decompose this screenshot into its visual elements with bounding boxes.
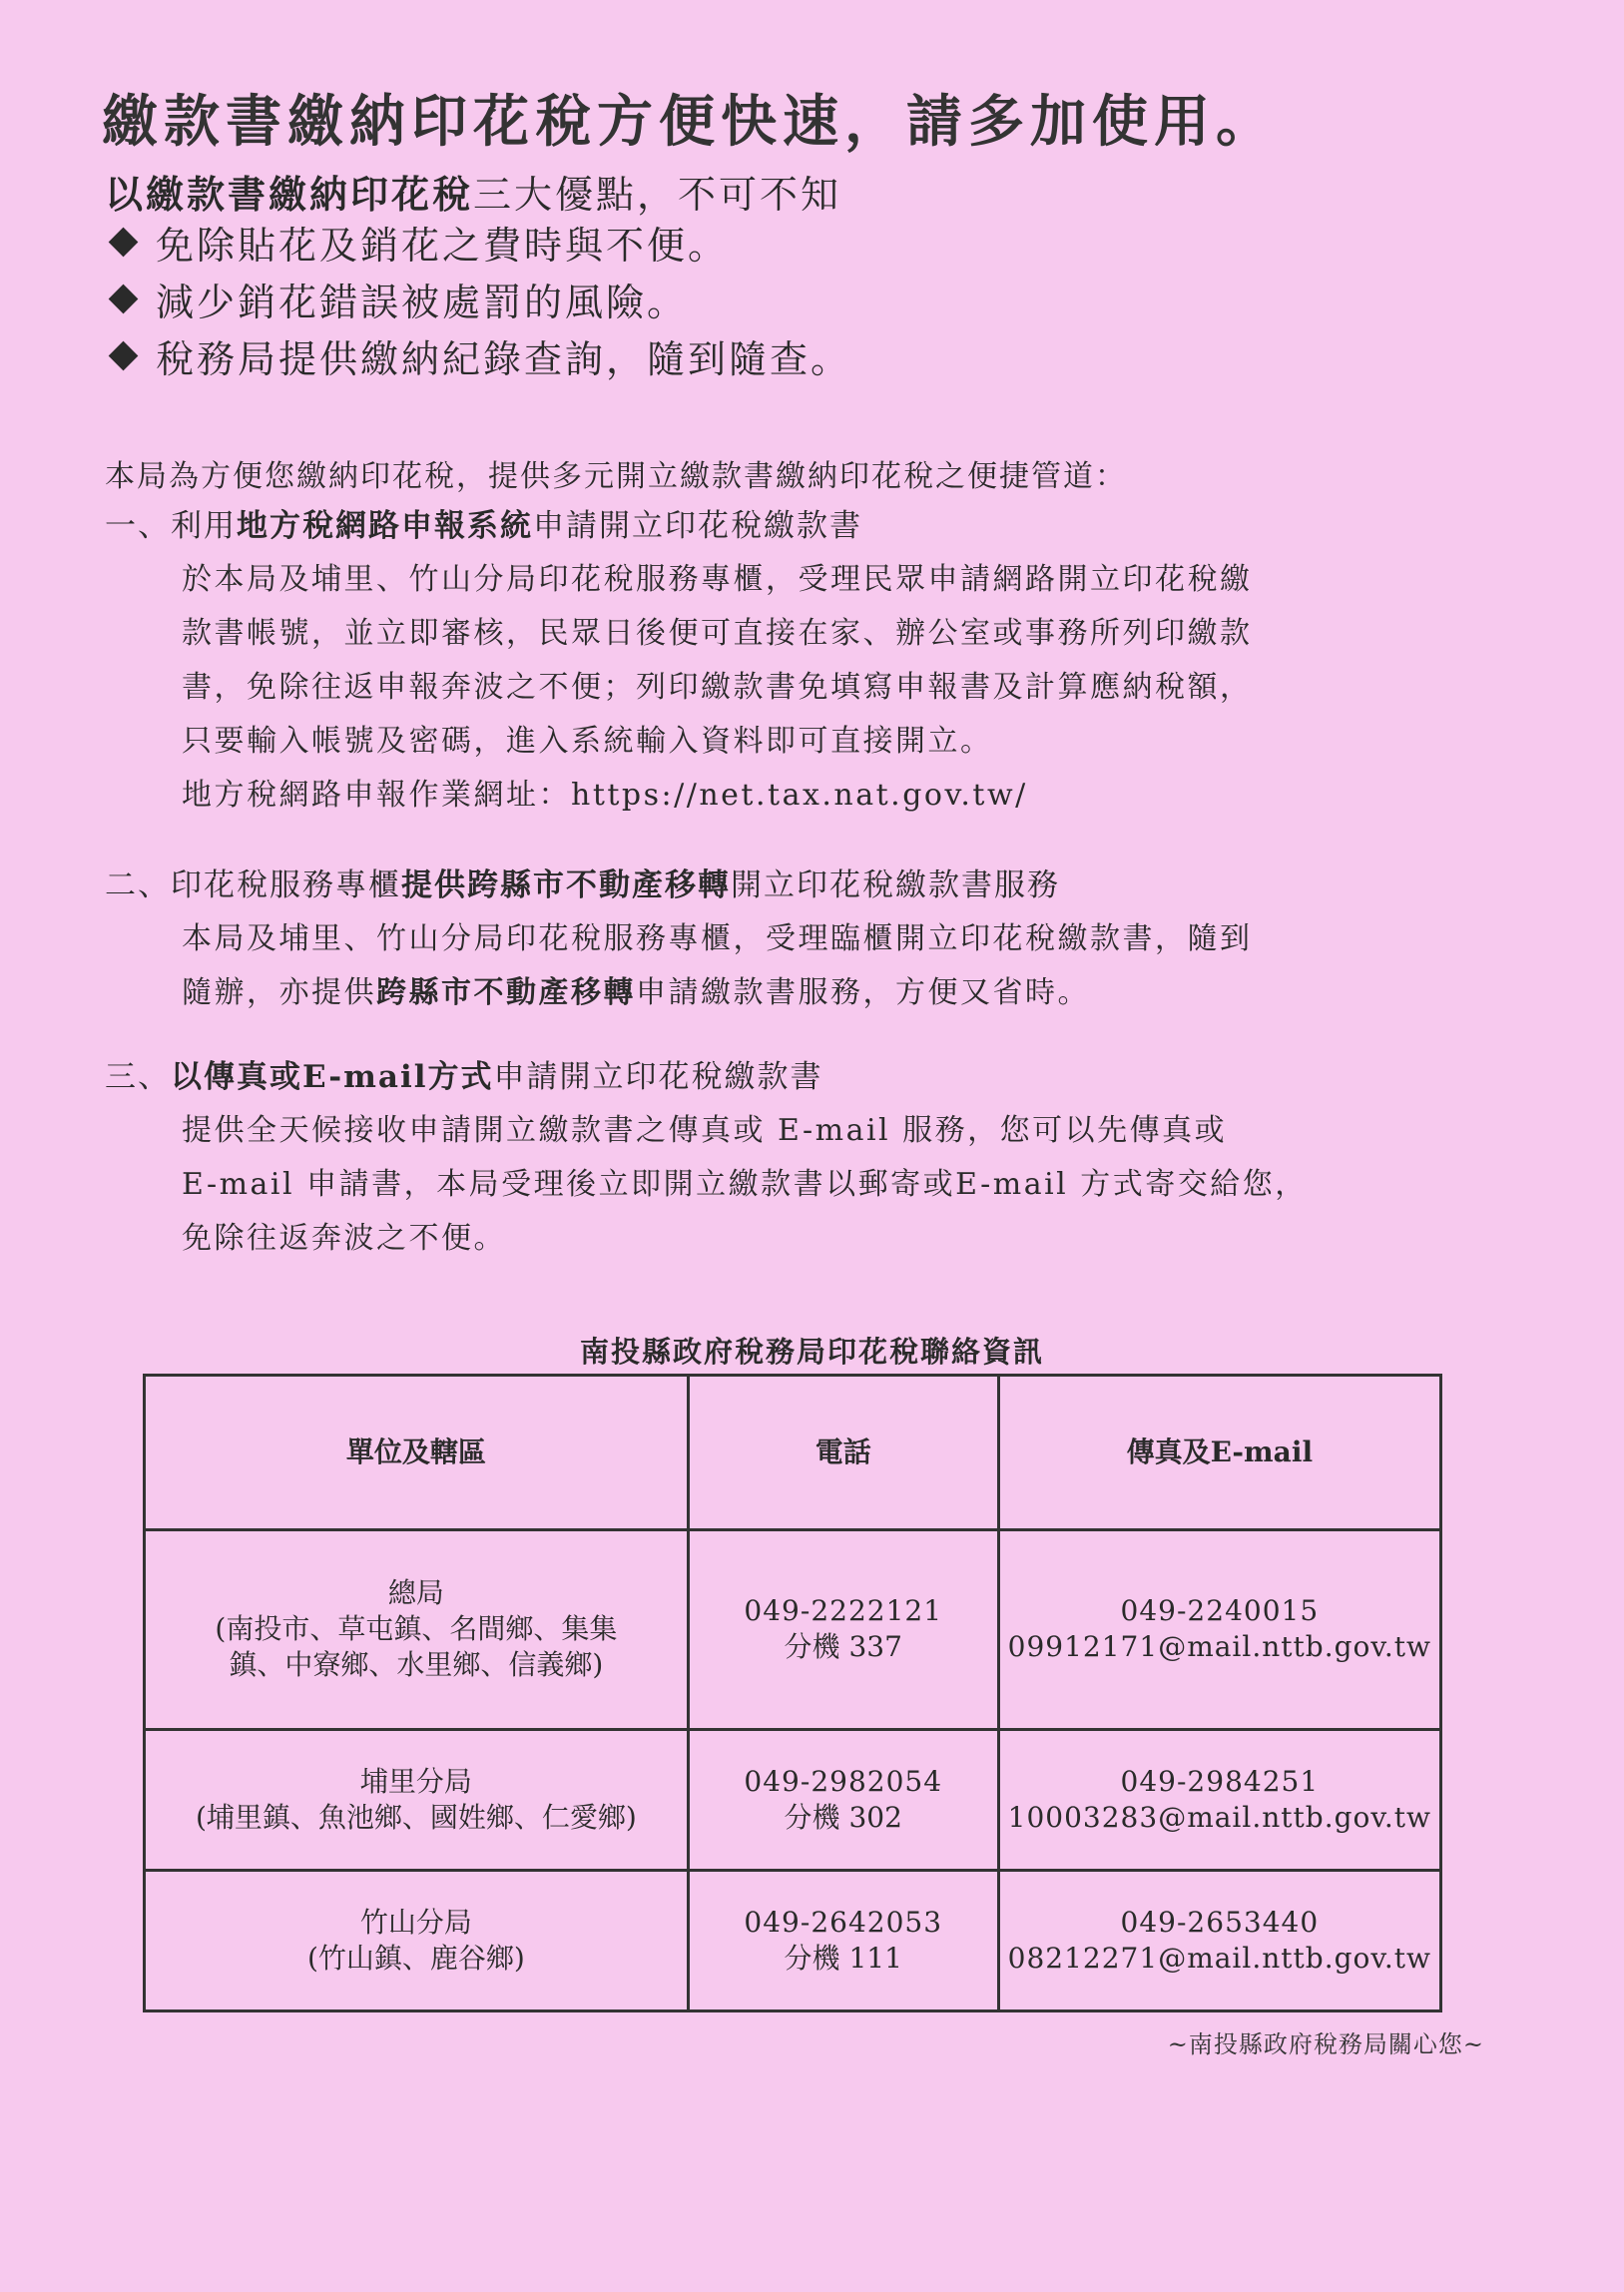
header-fax-email: 傳真及E-mail [998, 1376, 1440, 1530]
email-address: 08212271@mail.nttb.gov.tw [1007, 1941, 1431, 1975]
unit-cell [145, 1729, 689, 1870]
footer-signature: ~南投縣政府稅務局關心您~ [1167, 2030, 1484, 2058]
diamond-bullet-icon [109, 228, 139, 258]
section-3-body [182, 1104, 1589, 1266]
section-heading-pre: 利用 [171, 508, 237, 544]
table-row [145, 1530, 1441, 1730]
body-line: 只要輸入帳號及密碼，進入系統輸入資料即可直接開立。 [182, 724, 993, 759]
advantages-list [105, 214, 851, 384]
section-heading-post: 申請開立印花稅繳款書 [533, 508, 862, 544]
page-title: 繳款書繳納印花稅方便快速，請多加使用。 [102, 89, 1278, 155]
body-line: 於本局及埔里、竹山分局印花稅服務專櫃，受理民眾申請網路開立印花稅繳 [182, 562, 1253, 597]
section-heading-bold: 地方稅網路申報系統 [237, 508, 533, 544]
section-2 [105, 859, 1589, 1020]
contact-table [143, 1374, 1442, 2012]
section-2-body [182, 912, 1589, 1020]
advantage-text: 減少銷花錯誤被處罰的風險。 [156, 281, 689, 324]
email-address: 09912171@mail.nttb.gov.tw [1007, 1630, 1431, 1664]
unit-name: 埔里分局 [359, 1764, 472, 1798]
email-address: 10003283@mail.nttb.gov.tw [1007, 1800, 1431, 1834]
body-line: 免除往返奔波之不便。 [182, 1221, 506, 1256]
unit-cell [145, 1870, 689, 2010]
body-line: E-mail 申請書，本局受理後立即開立繳款書以郵寄或E-mail 方式寄交給您， [182, 1167, 1308, 1202]
phone-extension: 分機 302 [784, 1800, 902, 1834]
section-heading-bold: 提供跨縣市不動產移轉 [401, 867, 731, 903]
fax-email-cell [998, 1729, 1440, 1870]
advantages-heading-bold: 以繳款書繳納印花稅 [105, 172, 474, 217]
unit-area: 鎮、中寮鄉、水里鄉、信義鄉) [229, 1648, 604, 1682]
fax-number: 049-2984251 [1120, 1764, 1320, 1798]
unit-area: (南投市、草屯鎮、名間鄉、集集 [215, 1612, 618, 1646]
section-number: 三、 [105, 1059, 171, 1095]
body-line: 款書帳號，並立即審核，民眾日後便可直接在家、辦公室或事務所列印繳款 [182, 616, 1253, 651]
section-heading-post: 申請開立印花稅繳款書 [493, 1059, 823, 1095]
diamond-bullet-icon [109, 285, 139, 314]
advantage-item [105, 327, 851, 384]
unit-name: 竹山分局 [359, 1905, 472, 1939]
section-heading-post: 開立印花稅繳款書服務 [731, 867, 1060, 903]
section-heading-pre: 印花稅服務專櫃 [171, 867, 401, 903]
phone-extension: 分機 337 [784, 1630, 902, 1664]
header-phone: 電話 [688, 1376, 998, 1530]
advantage-text: 稅務局提供繳納紀錄查詢，隨到隨查。 [156, 337, 852, 381]
body-text: 隨辦，亦提供 [182, 975, 376, 1010]
phone-extension: 分機 111 [784, 1941, 902, 1975]
section-1-body [182, 553, 1589, 823]
section-heading-bold: 以傳真或E-mail方式 [171, 1059, 494, 1095]
table-header-row [145, 1376, 1441, 1530]
fax-number: 049-2653440 [1120, 1905, 1320, 1939]
body-line: 提供全天候接收申請開立繳款書之傳真或 E-mail 服務，您可以先傳真或 [182, 1113, 1228, 1148]
section-2-heading [105, 859, 1589, 912]
phone-cell [688, 1870, 998, 2010]
advantages-heading-rest: 三大優點，不可不知 [473, 173, 842, 217]
advantages-heading [105, 164, 841, 219]
phone-cell [688, 1530, 998, 1730]
intro-text: 本局為方便您繳納印花稅，提供多元開立繳款書繳納印花稅之便捷管道： [105, 459, 1127, 494]
table-row [145, 1870, 1441, 2010]
body-line: 書，免除往返申報奔波之不便；列印繳款書免填寫申報書及計算應納稅額， [182, 670, 1253, 705]
table-row [145, 1729, 1441, 1870]
unit-area: (竹山鎮、鹿谷鄉) [306, 1941, 525, 1975]
section-1-heading [105, 499, 1589, 553]
body-line: 本局及埔里、竹山分局印花稅服務專櫃，受理臨櫃開立印花稅繳款書，隨到 [182, 921, 1253, 956]
section-number: 二、 [105, 867, 171, 903]
header-unit: 單位及轄區 [145, 1376, 689, 1530]
advantage-item [105, 271, 851, 327]
body-text: 申請繳款書服務，方便又省時。 [636, 975, 1090, 1010]
unit-cell [145, 1530, 689, 1730]
fax-number: 049-2240015 [1120, 1594, 1320, 1628]
section-3 [105, 1050, 1589, 1266]
body-text-bold: 跨縣市不動產移轉 [376, 975, 636, 1010]
website-url-line: 地方稅網路申報作業網址：https://net.tax.nat.gov.tw/ [182, 778, 1028, 813]
advantage-text: 免除貼花及銷花之費時與不便。 [156, 224, 730, 268]
section-1 [105, 499, 1589, 823]
phone-number: 049-2982054 [744, 1764, 943, 1798]
phone-cell [688, 1729, 998, 1870]
section-number: 一、 [105, 508, 171, 544]
advantage-item [105, 214, 851, 271]
unit-area: (埔里鎮、魚池鄉、國姓鄉、仁愛鄉) [195, 1800, 637, 1834]
phone-number: 049-2642053 [744, 1905, 943, 1939]
diamond-bullet-icon [109, 341, 139, 371]
body-line [182, 966, 1589, 1020]
phone-number: 049-2222121 [744, 1594, 943, 1628]
fax-email-cell [998, 1870, 1440, 2010]
section-3-heading [105, 1050, 1589, 1104]
contact-table-title: 南投縣政府稅務局印花稅聯絡資訊 [579, 1335, 1044, 1369]
fax-email-cell [998, 1530, 1440, 1730]
unit-name: 總局 [387, 1576, 444, 1610]
